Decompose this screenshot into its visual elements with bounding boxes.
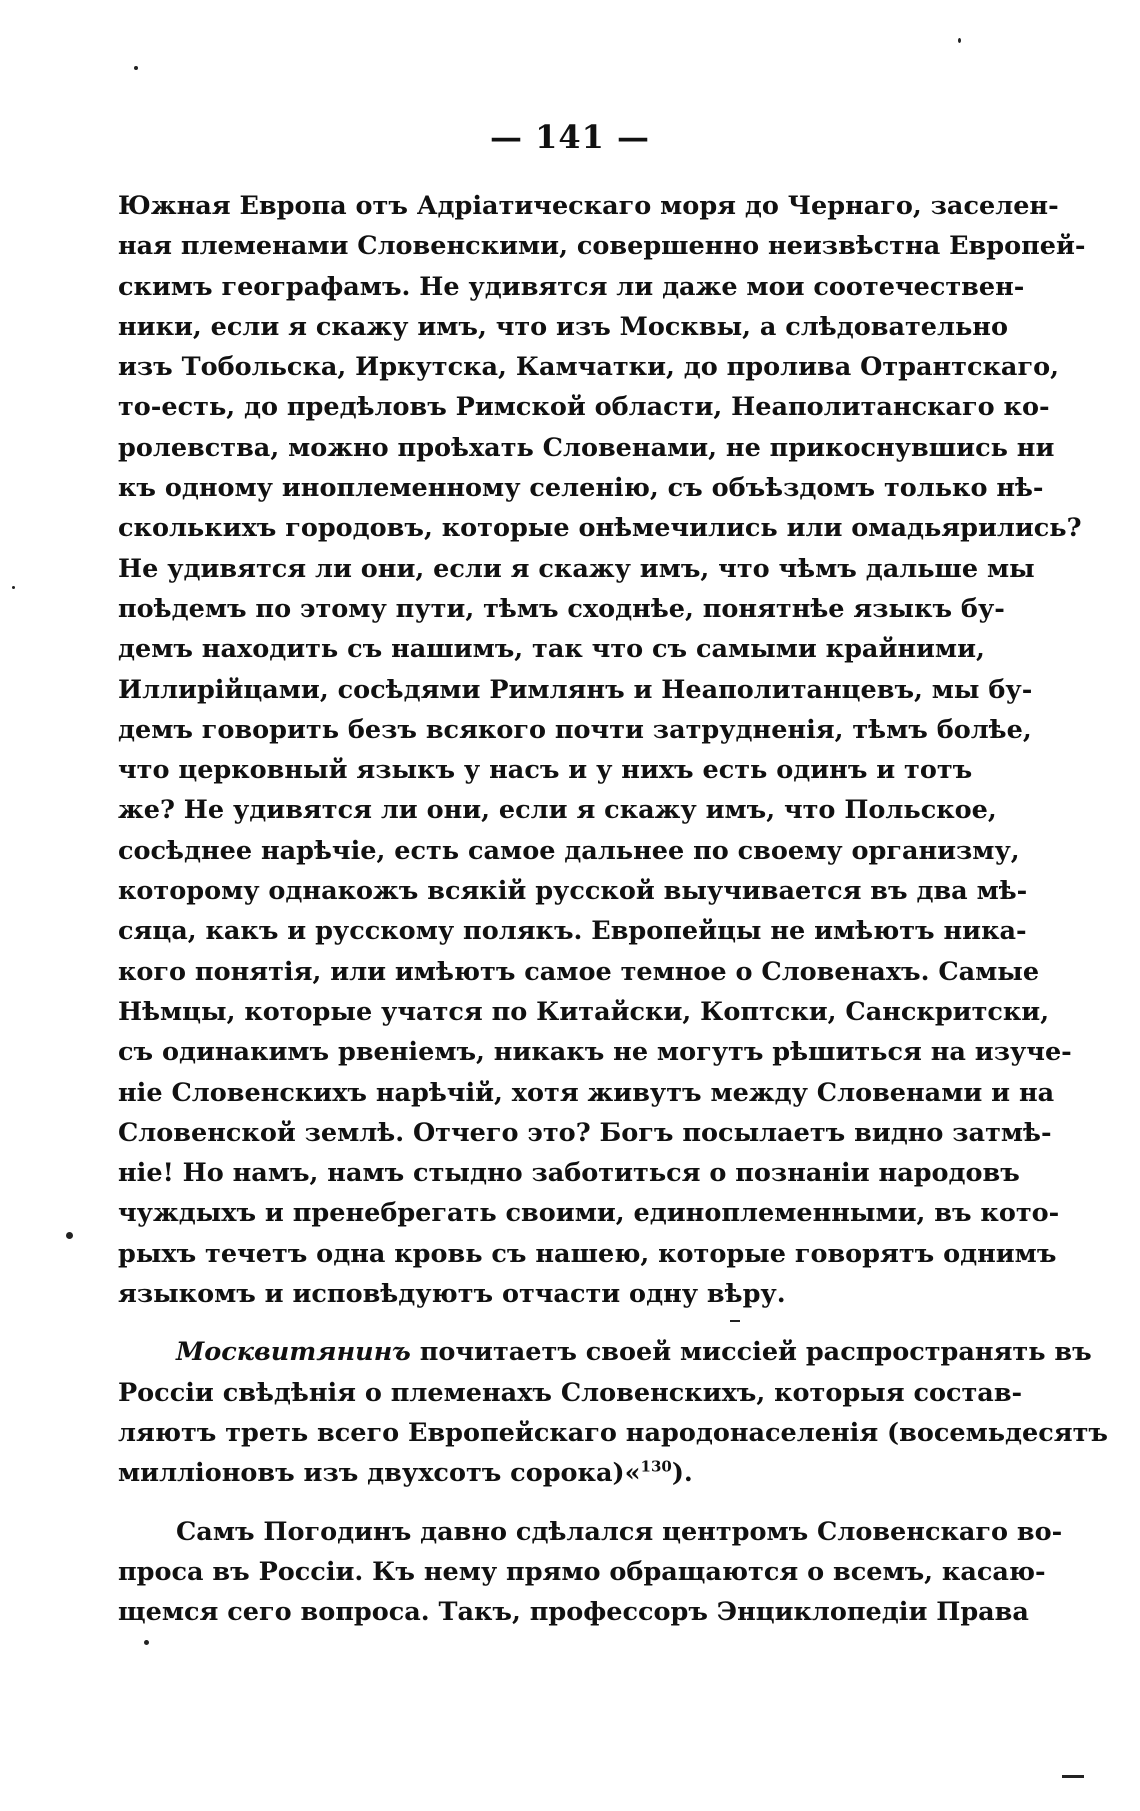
footnote-reference: 130 (640, 1457, 672, 1476)
scan-speck (958, 38, 961, 43)
text-line: ляютъ треть всего Европейскаго народонаселенія (восемьдесятъ (118, 1417, 1108, 1448)
text-line: поѣдемъ по этому пути, тѣмъ сходнѣе, понятнѣе языкъ бу- (118, 593, 1005, 624)
text-line: ники, если я скажу имъ, что изъ Москвы, а слѣдовательно (118, 311, 1008, 342)
scan-mark (730, 1320, 740, 1322)
text-line: языкомъ и исповѣдуютъ отчасти одну вѣру. (118, 1279, 786, 1310)
text-line (118, 1453, 950, 1493)
text-line: рыхъ течетъ одна кровь съ нашею, которые говорятъ однимъ (118, 1238, 1057, 1269)
text-line: ніе! Но намъ, намъ стыдно заботиться о познаніи народовъ (118, 1158, 1020, 1189)
scan-speck (12, 586, 15, 589)
text-line: къ одному иноплеменному селенію, съ объѣздомъ только нѣ- (118, 473, 1044, 504)
text-line: кого понятія, или имѣютъ самое темное о Словенахъ. Самые (118, 956, 1040, 987)
page-number: — 141 — (489, 118, 651, 156)
scan-mark (1062, 1775, 1084, 1778)
scan-speck (144, 1640, 149, 1645)
text-line-start: милліоновъ изъ двухсотъ сорока)« (118, 1458, 641, 1489)
page-text (118, 186, 1108, 1632)
text-line-end: ). (671, 1458, 693, 1489)
text-line: Не удивятся ли они, если я скажу имъ, что чѣмъ дальше мы (118, 553, 1035, 584)
text-line: демъ говорить безъ всякого почти затрудненія, тѣмъ болѣе, (118, 714, 1032, 745)
text-line: же? Не удивятся ли они, если я скажу имъ, что Польское, (118, 795, 997, 826)
text-line: демъ находить съ нашимъ, так что съ самыми крайними, (118, 634, 985, 665)
text-line-rest: почитаетъ своей миссіей распространять въ (410, 1337, 1092, 1368)
text-line: Южная Европа отъ Адріатическаго моря до Чернаго, заселен- (118, 191, 1059, 221)
text-line: Нѣмцы, которые учатся по Китайски, Коптски, Санскритски, (118, 996, 1050, 1027)
paragraph-2 (118, 1332, 1108, 1493)
text-line: чуждыхъ и пренебрегать своими, единоплеменными, въ кото- (118, 1198, 1060, 1229)
text-line: ніе Словенскихъ нарѣчій, хотя живутъ между Словенами и на (118, 1077, 1055, 1108)
text-line: проса въ Россіи. Къ нему прямо обращаются о всемъ, касаю- (118, 1556, 1046, 1587)
text-line: Самъ Погодинъ давно сдѣлался центромъ Словенскаго во- (176, 1516, 1063, 1547)
text-line: сосѣднее нарѣчіе, есть самое дальнее по своему организму, (118, 835, 1020, 866)
text-line: Словенской землѣ. Отчего это? Богъ посылаетъ видно затмѣ- (118, 1117, 1052, 1148)
text-line: съ одинакимъ рвеніемъ, никакъ не могутъ рѣшиться на изуче- (118, 1037, 1072, 1068)
text-line: изъ Тобольска, Иркутска, Камчатки, до пролива Отрантскаго, (118, 352, 1059, 383)
scan-speck (134, 66, 138, 70)
scan-speck (66, 1232, 73, 1239)
text-line: что церковный языкъ у насъ и у нихъ есть одинъ и тотъ (118, 755, 973, 786)
text-line: то-есть, до предѣловъ Римской области, Неаполитанскаго ко- (118, 392, 1050, 423)
text-line: Россіи свѣдѣнія о племенахъ Словенскихъ, которыя состав- (118, 1377, 1023, 1408)
text-line: ролевства, можно проѣхать Словенами, не прикоснувшись ни (118, 432, 1055, 463)
paragraph-1 (118, 186, 1086, 1314)
text-line: сколькихъ городовъ, которые онѣмечились или омадьярились? (118, 513, 1082, 544)
text-line: сяца, какъ и русскому полякъ. Европейцы не имѣютъ ника- (118, 916, 1027, 947)
text-line: которому однакожъ всякій русской выучивается въ два мѣ- (118, 876, 1028, 907)
paragraph-3 (118, 1512, 1063, 1633)
text-line: щемся сего вопроса. Такъ, профессоръ Энциклопедіи Права (118, 1597, 1029, 1628)
text-line (118, 1332, 1092, 1372)
journal-title: Москвитянинъ (176, 1337, 411, 1368)
text-line: Иллирійцами, сосѣдями Римлянъ и Неаполитанцевъ, мы бу- (118, 674, 1033, 705)
text-line: скимъ географамъ. Не удивятся ли даже мои соотечествен- (118, 271, 1025, 302)
text-line: ная племенами Словенскими, совершенно неизвѣстна Европей- (118, 231, 1086, 262)
